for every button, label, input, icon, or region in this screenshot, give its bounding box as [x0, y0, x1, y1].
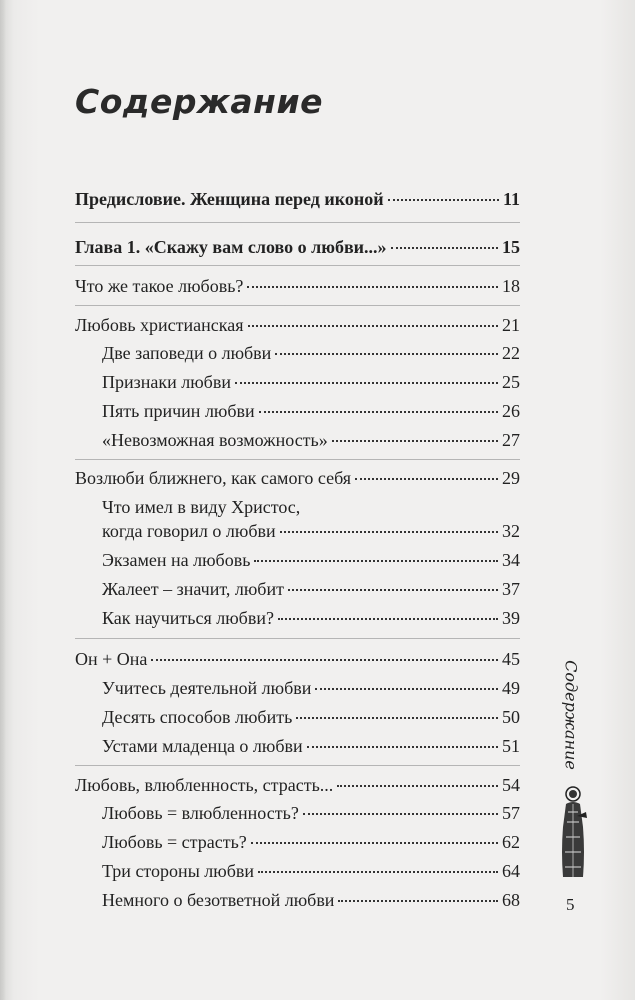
toc-subentry [102, 859, 520, 883]
toc-subentry [102, 830, 520, 854]
toc-subentry [102, 705, 520, 729]
leader-dots [332, 440, 498, 442]
toc-entry-label: Глава 1. «Скажу вам слово о любви...» [75, 237, 387, 257]
leader-dots [278, 618, 498, 620]
toc-entry-page: 64 [502, 861, 520, 881]
leader-dots [251, 842, 498, 844]
toc-entry-label: Он + Она [75, 649, 148, 669]
toc-entry-label: Любовь = страсть? [102, 832, 247, 852]
page-title: Содержание [75, 82, 323, 121]
section-divider [75, 305, 520, 306]
toc-subentry-first-line: Что имел в виду Христос, [102, 497, 301, 517]
toc-entry-page: 57 [502, 803, 520, 823]
leader-dots [338, 900, 498, 902]
toc-entry-page: 51 [502, 736, 520, 756]
toc-entry-label: Возлюби ближнего, как самого себя [75, 468, 352, 488]
toc-entry-page: 26 [502, 401, 520, 421]
running-head [546, 650, 596, 780]
leader-dots [296, 717, 498, 719]
toc-entry-label: Десять способов любить [102, 707, 293, 727]
toc-entry-page: 11 [502, 189, 520, 209]
toc-entry-page: 68 [502, 890, 520, 910]
toc-entry-page: 15 [502, 237, 520, 257]
saint-figure-icon [553, 782, 593, 882]
leader-dots [288, 589, 498, 591]
leader-dots [280, 531, 498, 533]
toc-entry-page: 45 [502, 649, 520, 669]
toc-entry-label: Признаки любви [102, 372, 231, 392]
toc-subentry [102, 519, 520, 543]
toc-subentry [102, 606, 520, 630]
toc-subentry [102, 399, 520, 423]
toc-subentry [102, 428, 520, 452]
toc-entry-label: «Невозможная возможность» [102, 430, 328, 450]
toc-entry [75, 274, 520, 298]
leader-dots [303, 813, 498, 815]
toc-entry-label: Любовь, влюбленность, страсть... [75, 775, 334, 795]
page-number: 5 [566, 895, 575, 914]
leader-dots [391, 247, 498, 249]
leader-dots [248, 325, 499, 327]
toc-subentry [102, 888, 520, 912]
leader-dots [337, 785, 498, 787]
toc-entry-page: 49 [502, 678, 520, 698]
leader-dots [315, 688, 498, 690]
toc-entry-page: 37 [502, 579, 520, 599]
toc-entry-page: 22 [502, 343, 520, 363]
leader-dots [235, 382, 498, 384]
toc-entry-page: 34 [502, 550, 520, 570]
toc-entry-page: 25 [502, 372, 520, 392]
section-divider [75, 222, 520, 223]
section-divider [75, 638, 520, 639]
toc-subentry [102, 801, 520, 825]
toc-entry-label: Две заповеди о любви [102, 343, 272, 363]
toc-entry-page: 21 [502, 315, 520, 335]
toc-entry-label: Жалеет – значит, любит [102, 579, 284, 599]
leader-dots [275, 353, 498, 355]
toc-entry-page: 39 [502, 608, 520, 628]
leader-dots [151, 659, 498, 661]
section-divider [75, 765, 520, 766]
toc-subentry [102, 676, 520, 700]
leader-dots [388, 199, 499, 201]
toc-entry-page: 62 [502, 832, 520, 852]
toc-entry-page: 27 [502, 430, 520, 450]
toc-subentry [102, 341, 520, 365]
toc-subentry [102, 734, 520, 758]
leader-dots [247, 286, 498, 288]
toc-subentry [102, 548, 520, 572]
toc-entry [75, 466, 520, 490]
leader-dots [259, 411, 498, 413]
toc-entry [75, 773, 520, 797]
leader-dots [254, 560, 498, 562]
leader-dots [355, 478, 498, 480]
running-head-text: Содержание [561, 660, 581, 770]
spine-shadow [0, 0, 6, 1000]
toc-entry-label: Предисловие. Женщина перед иконой [75, 189, 384, 209]
toc-entry-label: Немного о безответной любви [102, 890, 335, 910]
toc-entry-label: когда говорил о любви [102, 521, 276, 541]
toc-entry-label: Три стороны любви [102, 861, 255, 881]
toc-entry-page: 54 [502, 775, 520, 795]
toc-entry-page: 50 [502, 707, 520, 727]
toc-entry [75, 647, 520, 671]
toc-entry-label: Учитесь деятельной любви [102, 678, 312, 698]
toc-entry-label: Любовь = влюбленность? [102, 803, 299, 823]
toc-entry-label: Что же такое любовь? [75, 276, 244, 296]
toc-entry [75, 235, 520, 259]
toc-entry-label: Экзамен на любовь [102, 550, 251, 570]
toc-entry [75, 313, 520, 337]
toc-entry-page: 32 [502, 521, 520, 541]
leader-dots [258, 871, 498, 873]
toc-entry-label: Устами младенца о любви [102, 736, 303, 756]
toc-subentry [102, 577, 520, 601]
toc-entry-label: Как научиться любви? [102, 608, 274, 628]
section-divider [75, 459, 520, 460]
toc-entry-label: Любовь христианская [75, 315, 244, 335]
section-divider [75, 265, 520, 266]
toc-entry-page: 29 [502, 468, 520, 488]
toc-entry [75, 187, 520, 211]
leader-dots [307, 746, 498, 748]
toc-entry-label: Пять причин любви [102, 401, 255, 421]
toc-entry-page: 18 [502, 276, 520, 296]
toc-subentry [102, 370, 520, 394]
